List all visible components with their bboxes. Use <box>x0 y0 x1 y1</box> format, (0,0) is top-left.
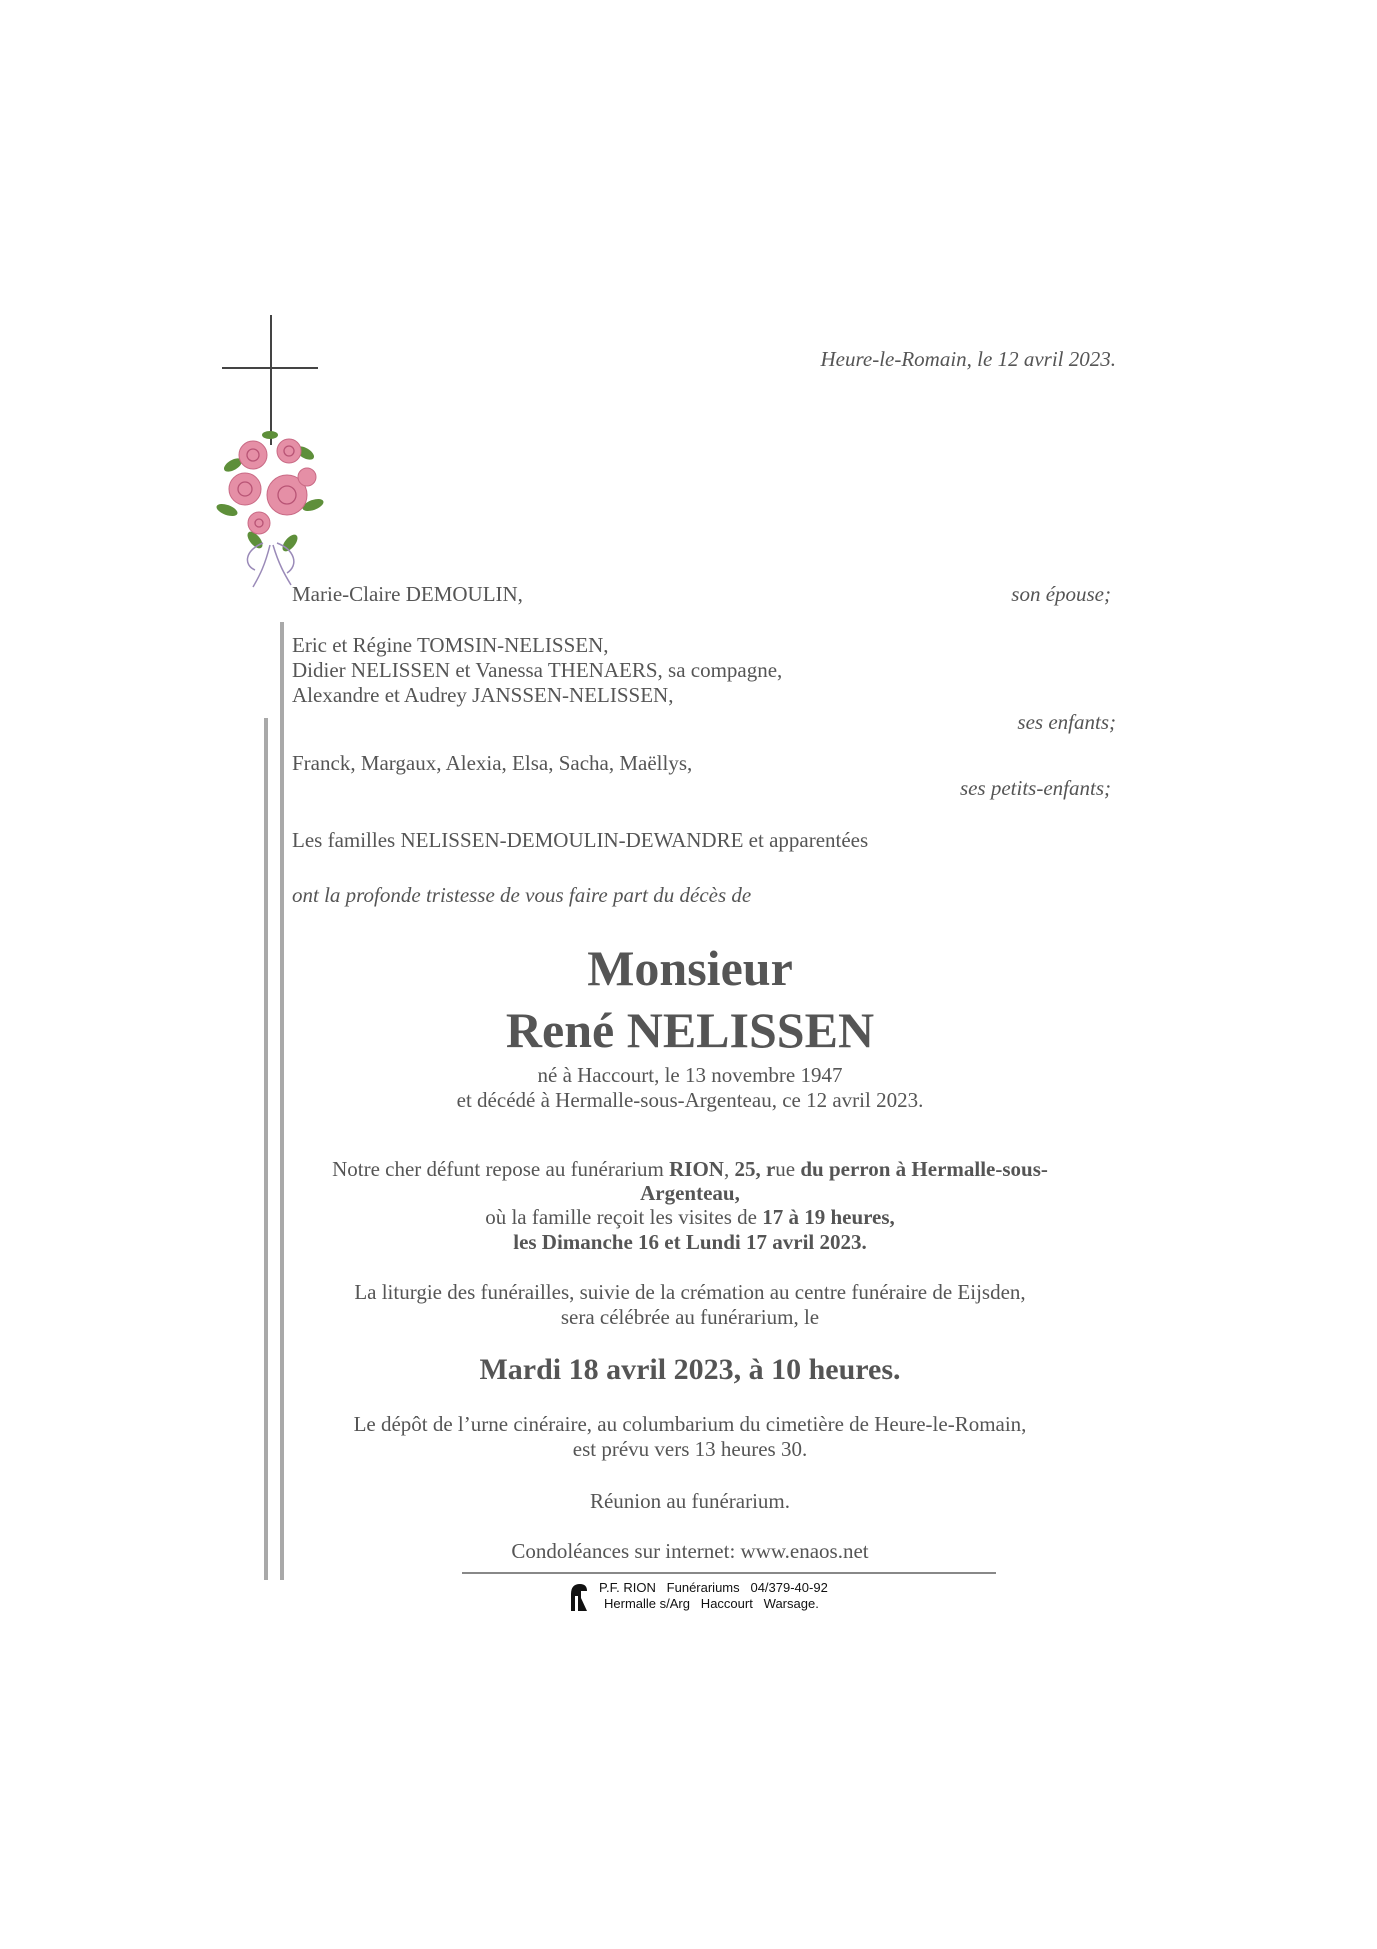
child-line-1: Eric et Régine TOMSIN-NELISSEN, <box>292 633 609 657</box>
urn-line-1: Le dépôt de l’urne cinéraire, au columbarium du cimetière de Heure-le-Romain, <box>353 1412 1027 1436</box>
child-line-3: Alexandre et Audrey JANSSEN-NELISSEN, <box>292 683 674 707</box>
footer-line-1: P.F. RION Funérariums 04/379-40-92 <box>599 1580 828 1595</box>
child-line-2: Didier NELISSEN et Vanessa THENAERS, sa compagne, <box>292 658 783 682</box>
grandchildren-relation: ses petits-enfants; <box>959 776 1111 800</box>
spouse-name: Marie-Claire DEMOULIN, <box>292 582 523 606</box>
spouse-relation: son épouse; <box>1011 582 1111 606</box>
repose-line-3 <box>280 1204 1100 1230</box>
liturgy-line-1: La liturgie des funérailles, suivie de la crémation au centre funéraire de Eijsden, <box>354 1280 1026 1304</box>
visits-text: où la famille reçoit les visites de <box>485 1205 763 1229</box>
footer-divider <box>462 1572 996 1574</box>
reunion-line: Réunion au funérarium. <box>589 1489 791 1513</box>
deceased-title: Monsieur <box>587 940 793 996</box>
grandchildren-line: Franck, Margaux, Alexia, Elsa, Sacha, Maëllys, <box>292 751 693 775</box>
repose-number: 25, r <box>734 1157 776 1181</box>
repose-name: RION <box>669 1157 724 1181</box>
repose-line-1 <box>280 1156 1100 1182</box>
children-relation: ses enfants; <box>1017 710 1116 734</box>
deceased-name: René NELISSEN <box>505 1002 875 1058</box>
urn-line-2: est prévu vers 13 heures 30. <box>572 1437 808 1461</box>
announce-line: ont la profonde tristesse de vous faire part du décès de <box>292 883 752 907</box>
footer-line-2: Hermalle s/Arg Haccourt Warsage. <box>604 1596 819 1611</box>
condolences-line: Condoléances sur internet: www.enaos.net <box>511 1539 869 1563</box>
repose-sep: , <box>723 1157 735 1181</box>
visits-hours: 17 à 19 heures, <box>762 1205 895 1229</box>
repose-line-4: les Dimanche 16 et Lundi 17 avril 2023. <box>513 1230 867 1254</box>
repose-street: du perron à Hermalle-sous- <box>800 1157 1048 1181</box>
rose-bouquet-icon <box>215 425 330 590</box>
families-line: Les familles NELISSEN-DEMOULIN-DEWANDRE et apparentées <box>292 828 869 852</box>
repose-line-2: Argenteau, <box>640 1181 740 1205</box>
ceremony-date: Mardi 18 avril 2023, à 10 heures. <box>479 1353 901 1386</box>
funeral-home-logo-icon <box>567 1582 591 1612</box>
born-line: né à Haccourt, le 13 novembre 1947 <box>537 1063 843 1087</box>
footer-block <box>599 1580 828 1612</box>
liturgy-line-2: sera célébrée au funérarium, le <box>560 1305 820 1329</box>
repose-street-prefix: ue <box>775 1157 801 1181</box>
place-date: Heure-le-Romain, le 12 avril 2023. <box>820 347 1116 371</box>
decorative-bar-long <box>264 718 268 1580</box>
died-line: et décédé à Hermalle-sous-Argenteau, ce 12 avril 2023. <box>456 1088 924 1112</box>
repose-text: Notre cher défunt repose au funérarium <box>332 1157 670 1181</box>
